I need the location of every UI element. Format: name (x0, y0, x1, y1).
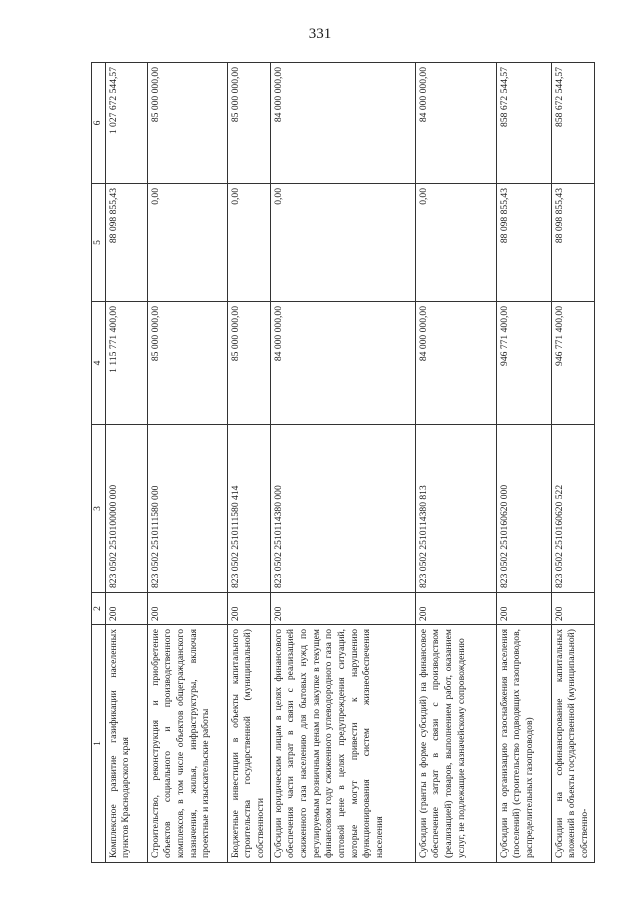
row-value-5: 0,00 (270, 184, 415, 302)
row-value-4: 1 115 771 400,00 (105, 302, 147, 425)
row-value-6: 858 672 544,57 (496, 63, 551, 184)
header-cell-3: 3 (92, 425, 106, 593)
row-value-6: 1 027 672 544,57 (105, 63, 147, 184)
row-value-5: 0,00 (415, 184, 496, 302)
row-code: 823 0502 2510160620 522 (551, 425, 594, 593)
row-value-6: 85 000 000,00 (147, 63, 227, 184)
row-value-5: 0,00 (227, 184, 270, 302)
table-row (415, 63, 496, 863)
header-cell-5: 5 (92, 184, 106, 302)
row-name: Субсидии юридическим лицам в целях финансового обеспечения части затрат в связи с реализацией сжиженного газа населению для бытовых нужд по регулируемым розничным ценам по закупке в текущем финансовом году сжиженного углеводородного газа по оптовой цене в целях предупреждения ситуаций, которые могут привести к нарушению функционирования систем жизнеобеспечения населения (270, 625, 415, 863)
header-cell-4: 4 (92, 302, 106, 425)
row-value-5: 0,00 (147, 184, 227, 302)
row-value-6: 84 000 000,00 (270, 63, 415, 184)
row-col2: 200 (496, 593, 551, 625)
page-number: 331 (308, 26, 332, 42)
row-value-4: 946 771 400,00 (496, 302, 551, 425)
budget-table-container (91, 63, 590, 863)
table-row (105, 63, 147, 863)
row-code: 823 0502 2510111580 414 (227, 425, 270, 593)
rotated-table-frame (91, 63, 590, 863)
row-col2: 200 (551, 593, 594, 625)
row-col2: 200 (270, 593, 415, 625)
row-name: Комплексное развитие газификации населенных пунктов Краснодарского края (105, 625, 147, 863)
row-value-6: 858 672 544,57 (551, 63, 594, 184)
header-cell-2: 2 (92, 593, 106, 625)
row-value-4: 84 000 000,00 (415, 302, 496, 425)
row-name: Субсидии на организацию газоснабжения населения (поселений) (строительство подводящих газопроводов, распределительных газопроводов) (496, 625, 551, 863)
row-col2: 200 (105, 593, 147, 625)
table-header-row (92, 63, 106, 863)
row-col2: 200 (415, 593, 496, 625)
row-code: 823 0502 2510160620 000 (496, 425, 551, 593)
row-value-5: 88 098 855,43 (496, 184, 551, 302)
row-value-6: 85 000 000,00 (227, 63, 270, 184)
row-name: Бюджетные инвестиции в объекты капитального строительства государственной (муниципальной) собственности (227, 625, 270, 863)
budget-table (91, 62, 595, 863)
row-col2: 200 (227, 593, 270, 625)
budget-table-body (92, 63, 595, 863)
row-value-5: 88 098 855,43 (551, 184, 594, 302)
row-value-4: 84 000 000,00 (270, 302, 415, 425)
table-row (551, 63, 594, 863)
table-row (496, 63, 551, 863)
row-value-4: 85 000 000,00 (147, 302, 227, 425)
row-code: 823 0502 2510114380 813 (415, 425, 496, 593)
table-row (147, 63, 227, 863)
row-value-6: 84 000 000,00 (415, 63, 496, 184)
row-code: 823 0502 2510114380 000 (270, 425, 415, 593)
table-row (227, 63, 270, 863)
row-col2: 200 (147, 593, 227, 625)
header-cell-6: 6 (92, 63, 106, 184)
row-value-4: 85 000 000,00 (227, 302, 270, 425)
header-cell-1: 1 (92, 625, 106, 863)
row-value-5: 88 098 855,43 (105, 184, 147, 302)
row-code: 823 0502 2510111580 000 (147, 425, 227, 593)
row-value-4: 946 771 400,00 (551, 302, 594, 425)
row-code: 823 0502 2510100000 000 (105, 425, 147, 593)
row-name: Строительство, реконструкция и приобретение объектов социального и производственного комплексов, в том числе объектов общегражданского назначения, жилья, инфраструктуры, включая проектные и изыскательские работы (147, 625, 227, 863)
row-name: Субсидии (гранты в форме субсидий) на финансовое обеспечение затрат в связи с производством (реализацией) товаров, выполнением работ, оказанием услуг, не подлежащие казначейскому сопровождению (415, 625, 496, 863)
table-row (270, 63, 415, 863)
row-name: Субсидии на софинансирование капитальных вложений в объекты государственной (муниципальной) собственно- (551, 625, 594, 863)
